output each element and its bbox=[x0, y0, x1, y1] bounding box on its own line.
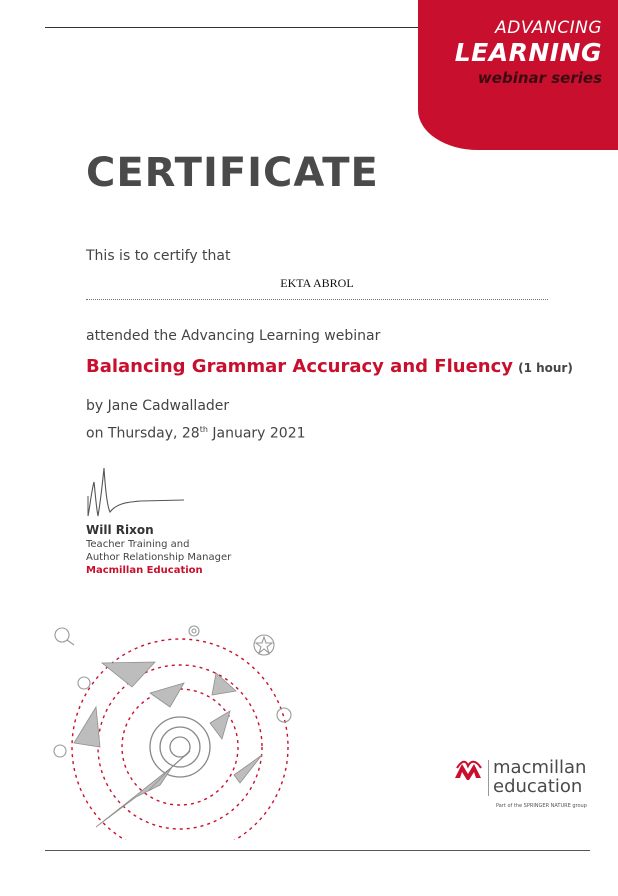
recipient-name: EKTA ABROL bbox=[280, 276, 354, 290]
attended-text: attended the Advancing Learning webinar bbox=[86, 328, 381, 344]
date-prefix: on Thursday, 28 bbox=[86, 425, 200, 442]
logo-subline: Part of the SPRINGER NATURE group bbox=[496, 803, 587, 809]
paper-planes-illustration bbox=[40, 615, 310, 840]
certify-text: This is to certify that bbox=[86, 248, 231, 264]
signatory-name: Will Rixon bbox=[86, 523, 154, 537]
date-rest: January 2021 bbox=[207, 425, 306, 442]
certificate-title: CERTIFICATE bbox=[86, 150, 379, 196]
course-title: Balancing Grammar Accuracy and Fluency bbox=[86, 356, 513, 377]
course-duration: (1 hour) bbox=[518, 361, 573, 375]
webinar-date bbox=[86, 425, 306, 442]
macmillan-logo-icon bbox=[454, 758, 484, 782]
course-line bbox=[86, 356, 573, 377]
banner-learning: LEARNING bbox=[454, 38, 602, 67]
webinar-series-banner bbox=[418, 0, 618, 150]
date-suffix: th bbox=[199, 425, 208, 434]
banner-advancing: ADVANCING bbox=[495, 18, 602, 38]
recipient-dotted-line bbox=[86, 299, 548, 300]
signatory-organization: Macmillan Education bbox=[86, 565, 203, 576]
logo-word-macmillan: macmillan bbox=[493, 757, 587, 778]
top-rule bbox=[45, 27, 425, 28]
signatory-role-line2: Author Relationship Manager bbox=[86, 552, 232, 563]
presenter-text: by Jane Cadwallader bbox=[86, 398, 230, 414]
logo-separator bbox=[488, 760, 489, 796]
bottom-rule bbox=[45, 850, 590, 851]
signatory-role-line1: Teacher Training and bbox=[86, 539, 190, 550]
logo-word-education: education bbox=[493, 776, 583, 797]
banner-webinar-series: webinar series bbox=[477, 69, 602, 87]
signature-image bbox=[86, 466, 186, 522]
